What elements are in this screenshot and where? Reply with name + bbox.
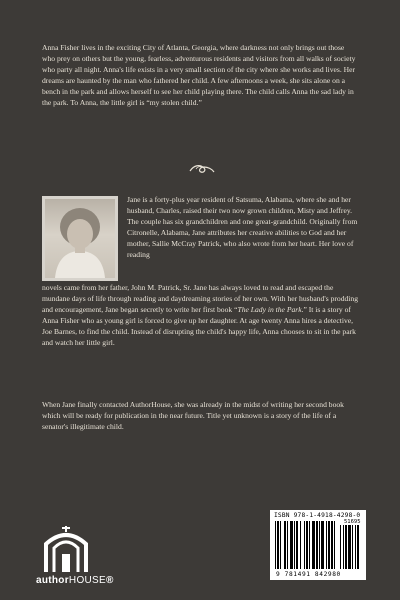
bio-text-part-1: novels came from her father, John M. Patrick, Sr. Jane has always loved to read and escaped the mundane days of life through reading and daydreaming stories of her own. With her husband's prodding and encouragement, Jane began secretly to write her first book “ — [42, 283, 358, 314]
book-title: The Lady in the Park — [237, 304, 302, 314]
author-photo — [42, 196, 118, 281]
publisher-name-bold: author — [36, 575, 69, 586]
isbn-label: ISBN 978-1-4918-4298-0 — [274, 512, 361, 519]
closing-paragraph: When Jane finally contacted AuthorHouse, she was already in the midst of writing her second book which will be ready for publication in the near future. Title yet unknown is a story of the life of a senator's illegitimate child. — [42, 400, 344, 431]
publisher-trademark: ® — [105, 575, 114, 586]
publisher-name-light: HOUSE — [68, 575, 106, 586]
synopsis-paragraph: Anna Fisher lives in the exciting City of Atlanta, Georgia, where darkness not only brings out those who prey on others but the young, fearless, adventurous residents and visitors from all walks of society who party all night. Anna's life exists in a very small section of the city where she works and lives. Her dreams are haunted by the man who fathered her child. A few afternoons a week, she sits alone on a bench in the park and allows herself to see her child playing there. The child calls Anna the sad lady in the park. To Anna, the little girl is “my stolen child.” — [42, 43, 356, 107]
flourish-ornament-icon — [188, 161, 216, 175]
barcode-bars — [274, 521, 362, 569]
publisher-name — [36, 575, 114, 586]
barcode-number: 9 781491 842980 — [276, 571, 341, 578]
author-bio-continued — [42, 283, 358, 348]
author-bio-beside-photo: Jane is a forty-plus year resident of Satsuma, Alabama, where she and her husband, Charles, raised their two now grown children, Misty and Jeffrey. The couple has six grandchildren and one great-grandchild. Originally from Citronelle, Alabama, Jane attributes her creative abilities to God and her mother, Sallie McCray Patrick, who also wrote from her heart. Her love of reading — [127, 195, 358, 259]
bio-text-part-2: .” It is a story of Anna Fisher who as young girl is forced to give up her daughter. At age twenty Anna hires a detective, Joe Barnes, to find the child. Instead of disrupting the child's happy life, Anna chooses to sit in the park and watch her little girl. — [42, 304, 356, 347]
authorhouse-logo-icon — [36, 520, 104, 580]
price-code: 51695 — [344, 519, 361, 525]
isbn-barcode — [270, 510, 366, 580]
